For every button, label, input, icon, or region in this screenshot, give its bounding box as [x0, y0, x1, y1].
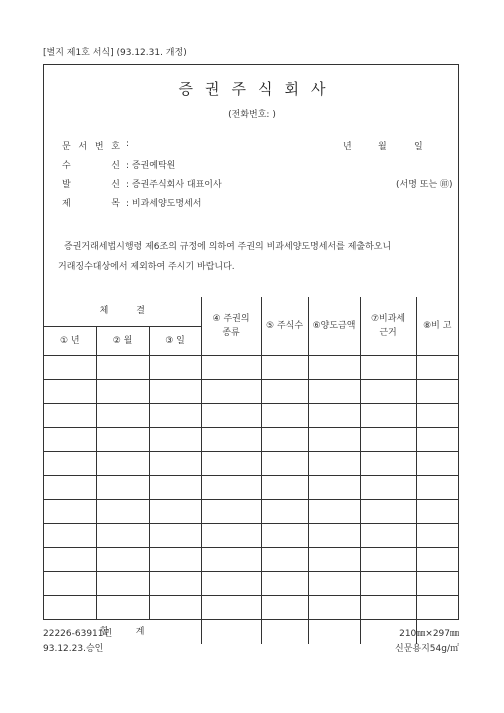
date-year: 년 [343, 142, 352, 152]
col-remarks: ⑧비 고 [416, 297, 458, 355]
header-row-1 [44, 297, 458, 326]
table-row [44, 451, 458, 475]
page-title: 증권주식회사 [178, 80, 338, 98]
subject-label: 제 목 [62, 199, 120, 209]
date-month: 월 [378, 142, 387, 152]
form-label: [별지 제1호 서식] (93.12.31. 개정) [43, 48, 187, 58]
table-row [44, 403, 458, 427]
approval-date: 93.12.23.승인 [43, 644, 104, 654]
table-row [44, 523, 458, 547]
to-label: 수 신 [62, 161, 120, 171]
to-value: : 증권예탁원 [126, 161, 176, 171]
total-label: 합 계 [44, 619, 201, 644]
table-row [44, 427, 458, 451]
paper-spec: 신문용지54g/㎡ [395, 644, 459, 654]
paper-size: 210㎜×297㎜ [399, 629, 459, 639]
col-basis: ⑦비과세 근거 [360, 297, 416, 355]
subject-value: : 비과세양도명세서 [126, 199, 202, 209]
table-row [44, 571, 458, 595]
col-day: ③ 일 [149, 326, 201, 355]
table-row [44, 379, 458, 403]
col-amount: ⑥양도금액 [308, 297, 360, 355]
body-text: 증권거래세법시행령 제6조의 규정에 의하여 주권의 비과세양도명세서를 제출하오니 거래징수대상에서 제외하여 주시기 바랍니다. [58, 242, 392, 272]
form-code: 22226-63911민 [43, 629, 113, 639]
table-row [44, 355, 458, 379]
from-label: 발 신 [62, 180, 120, 190]
phone-line: (전화번호: ) [228, 110, 276, 120]
from-value: : 증권주식회사 대표이사 [126, 180, 222, 190]
table-row [44, 475, 458, 499]
record-table [44, 297, 458, 644]
table-row [44, 595, 458, 619]
docnum-label: 문 서 번 호 [62, 142, 120, 152]
date-day: 일 [414, 142, 423, 152]
table-row [44, 547, 458, 571]
seal-note: (서명 또는 ㊞) [396, 180, 453, 190]
settlement-header: 체결 [44, 297, 201, 326]
col-year: ① 년 [44, 326, 96, 355]
docnum-value: : [126, 139, 130, 149]
table-row [44, 499, 458, 523]
col-shares: ⑤ 주식수 [261, 297, 308, 355]
col-month: ② 월 [96, 326, 149, 355]
col-kind: ④ 주권의 종류 [201, 297, 261, 355]
